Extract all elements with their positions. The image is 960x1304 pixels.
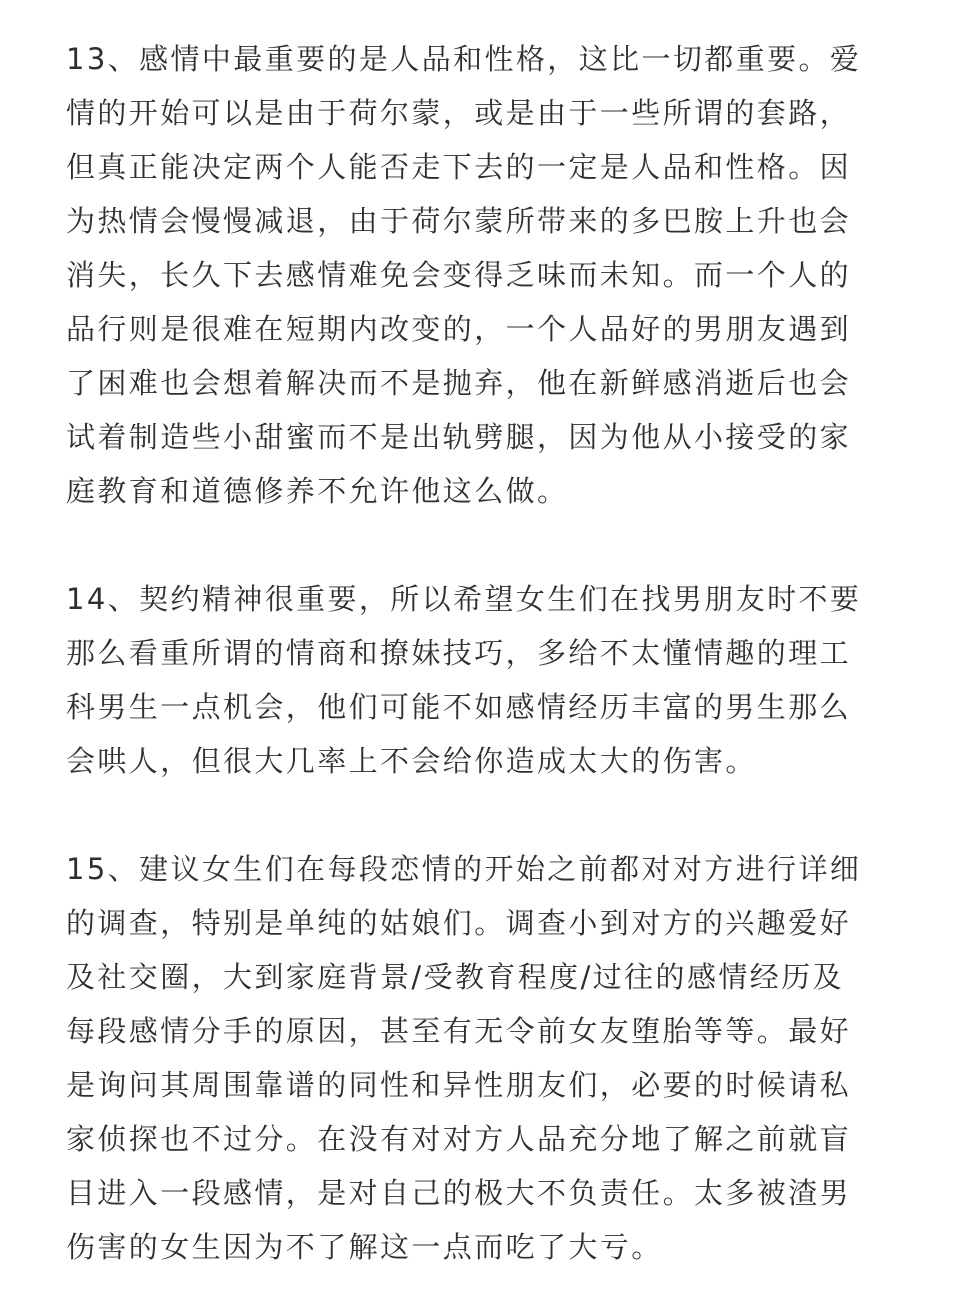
- text-line: 是询问其周围靠谱的同性和异性朋友们，必要的时候请私: [66, 1068, 852, 1102]
- text-line: 家侦探也不过分。在没有对对方人品充分地了解之前就盲: [66, 1122, 852, 1156]
- paragraph-gap: [66, 518, 894, 572]
- text-line: 的调查，特别是单纯的姑娘们。调查小到对方的兴趣爱好: [66, 906, 852, 940]
- text-line: 每段感情分手的原因，甚至有无令前女友堕胎等等。最好: [66, 1014, 852, 1048]
- text-line: 品行则是很难在短期内改变的，一个人品好的男朋友遇到: [66, 312, 852, 346]
- text-line: 那么看重所谓的情商和撩妹技巧，多给不太懂情趣的理工: [66, 636, 852, 670]
- text-line: 目进入一段感情，是对自己的极大不负责任。太多被渣男: [66, 1176, 852, 1210]
- paragraph-13: [66, 32, 894, 518]
- text-line: 伤害的女生因为不了解这一点而吃了大亏。: [66, 1230, 663, 1264]
- text-line: 了困难也会想着解决而不是抛弃，他在新鲜感消逝后也会: [66, 366, 852, 400]
- text-line: 为热情会慢慢减退，由于荷尔蒙所带来的多巴胺上升也会: [66, 204, 852, 238]
- text-line: 13、感情中最重要的是人品和性格，这比一切都重要。爱: [66, 42, 862, 76]
- text-line: 科男生一点机会，他们可能不如感情经历丰富的男生那么: [66, 690, 852, 724]
- text-line: 及社交圈，大到家庭背景/受教育程度/过往的感情经历及: [66, 960, 844, 994]
- paragraph-gap: [66, 788, 894, 842]
- text-line: 庭教育和道德修养不允许他这么做。: [66, 474, 569, 508]
- text-line: 14、契约精神很重要，所以希望女生们在找男朋友时不要: [66, 582, 862, 616]
- text-line: 15、建议女生们在每段恋情的开始之前都对对方进行详细: [66, 852, 862, 886]
- text-line: 消失，长久下去感情难免会变得乏味而未知。而一个人的: [66, 258, 852, 292]
- text-line: 情的开始可以是由于荷尔蒙，或是由于一些所谓的套路，: [66, 96, 852, 130]
- text-line: 试着制造些小甜蜜而不是出轨劈腿，因为他从小接受的家: [66, 420, 852, 454]
- text-line: 但真正能决定两个人能否走下去的一定是人品和性格。因: [66, 150, 852, 184]
- paragraph-14: [66, 572, 894, 788]
- text-line: 会哄人，但很大几率上不会给你造成太大的伤害。: [66, 744, 757, 778]
- paragraph-15: [66, 842, 894, 1274]
